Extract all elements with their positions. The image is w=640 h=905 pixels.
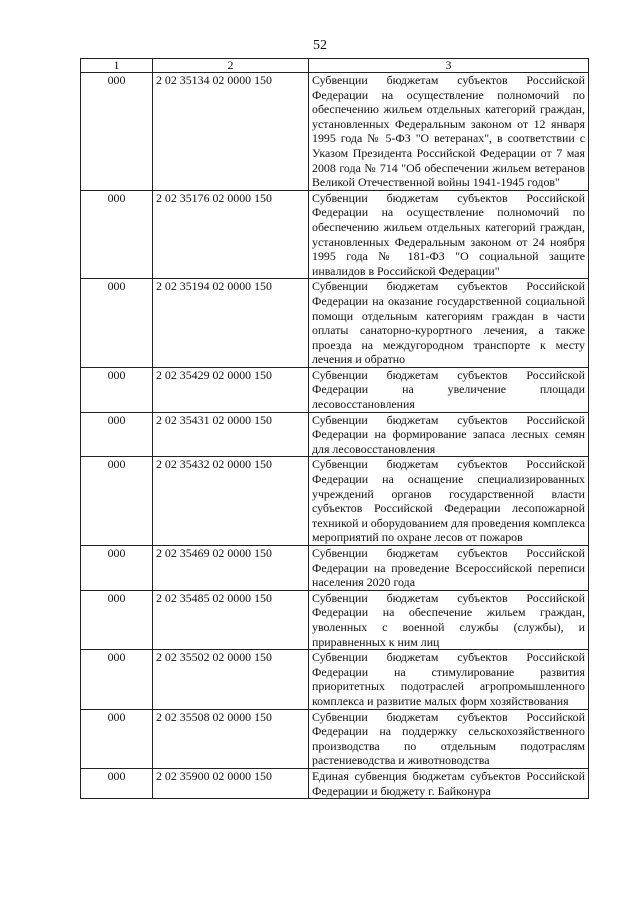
- description-cell: Субвенции бюджетам субъектов Российской Федерации на оснащение специализированных учреждений органов государственной власти субъектов Российской Федерации лесопожарной техникой и оборудованием для проведения комплекса мероприятий по охране лесов от пожаров: [309, 457, 589, 546]
- admin-code-cell: 000: [81, 709, 153, 768]
- description-cell: Субвенции бюджетам субъектов Российской Федерации на формирование запаса лесных семян для лесовосстановления: [309, 412, 589, 457]
- budget-code-cell: 2 02 35432 02 0000 150: [153, 457, 309, 546]
- budget-code-cell: 2 02 35176 02 0000 150: [153, 190, 309, 279]
- table-row: [81, 279, 589, 368]
- admin-code-cell: 000: [81, 768, 153, 798]
- column-header-1: 1: [81, 59, 153, 73]
- description-cell: Субвенции бюджетам субъектов Российской Федерации на стимулирование развития приоритетных подотраслей агропромышленного комплекса и развитие малых форм хозяйствования: [309, 650, 589, 709]
- budget-code-cell: 2 02 35194 02 0000 150: [153, 279, 309, 368]
- admin-code-cell: 000: [81, 73, 153, 191]
- budget-code-cell: 2 02 35508 02 0000 150: [153, 709, 309, 768]
- budget-code-cell: 2 02 35502 02 0000 150: [153, 650, 309, 709]
- column-header-2: 2: [153, 59, 309, 73]
- budget-code-cell: 2 02 35431 02 0000 150: [153, 412, 309, 457]
- table-header-row: [81, 59, 589, 73]
- column-header-3: 3: [309, 59, 589, 73]
- budget-code-cell: 2 02 35134 02 0000 150: [153, 73, 309, 191]
- table-row: [81, 367, 589, 412]
- description-cell: Субвенции бюджетам субъектов Российской Федерации на проведение Всероссийской переписи населения 2020 года: [309, 546, 589, 591]
- description-cell: Субвенции бюджетам субъектов Российской Федерации на обеспечение жильем граждан, уволенных с военной службы (службы), и приравненных к ним лиц: [309, 590, 589, 649]
- table-row: [81, 190, 589, 279]
- table-row: [81, 768, 589, 798]
- table-row: [81, 650, 589, 709]
- table-row: [81, 709, 589, 768]
- admin-code-cell: 000: [81, 457, 153, 546]
- table-row: [81, 73, 589, 191]
- description-cell: Субвенции бюджетам субъектов Российской Федерации на поддержку сельскохозяйственного производства по отдельным подотраслям растениеводства и животноводства: [309, 709, 589, 768]
- budget-code-cell: 2 02 35429 02 0000 150: [153, 367, 309, 412]
- table-row: [81, 412, 589, 457]
- budget-classification-table: [80, 58, 589, 799]
- admin-code-cell: 000: [81, 412, 153, 457]
- description-cell: Единая субвенция бюджетам субъектов Российской Федерации и бюджету г. Байконура: [309, 768, 589, 798]
- admin-code-cell: 000: [81, 650, 153, 709]
- budget-code-cell: 2 02 35469 02 0000 150: [153, 546, 309, 591]
- admin-code-cell: 000: [81, 546, 153, 591]
- budget-code-cell: 2 02 35485 02 0000 150: [153, 590, 309, 649]
- admin-code-cell: 000: [81, 279, 153, 368]
- description-cell: Субвенции бюджетам субъектов Российской Федерации на оказание государственной социальной помощи отдельным категориям граждан в части оплаты санаторно-курортного лечения, а также проезда на междугородном транспорте к месту лечения и обратно: [309, 279, 589, 368]
- table-row: [81, 457, 589, 546]
- table-row: [81, 590, 589, 649]
- description-cell: Субвенции бюджетам субъектов Российской Федерации на осуществление полномочий по обеспечению жильем отдельных категорий граждан, установленных Федеральным законом от 24 ноября 1995 года № 181-ФЗ "О социальной защите инвалидов в Российской Федерации": [309, 190, 589, 279]
- description-cell: Субвенции бюджетам субъектов Российской Федерации на осуществление полномочий по обеспечению жильем отдельных категорий граждан, установленных Федеральным законом от 12 января 1995 года № 5-ФЗ "О ветеранах", в соответствии с Указом Президента Российской Федерации от 7 мая 2008 года № 714 "Об обеспечении жильем ветеранов Великой Отечественной войны 1941-1945 годов": [309, 73, 589, 191]
- admin-code-cell: 000: [81, 190, 153, 279]
- admin-code-cell: 000: [81, 590, 153, 649]
- admin-code-cell: 000: [81, 367, 153, 412]
- description-cell: Субвенции бюджетам субъектов Российской Федерации на увеличение площади лесовосстановления: [309, 367, 589, 412]
- page-number: 52: [313, 38, 327, 53]
- budget-code-cell: 2 02 35900 02 0000 150: [153, 768, 309, 798]
- table-row: [81, 546, 589, 591]
